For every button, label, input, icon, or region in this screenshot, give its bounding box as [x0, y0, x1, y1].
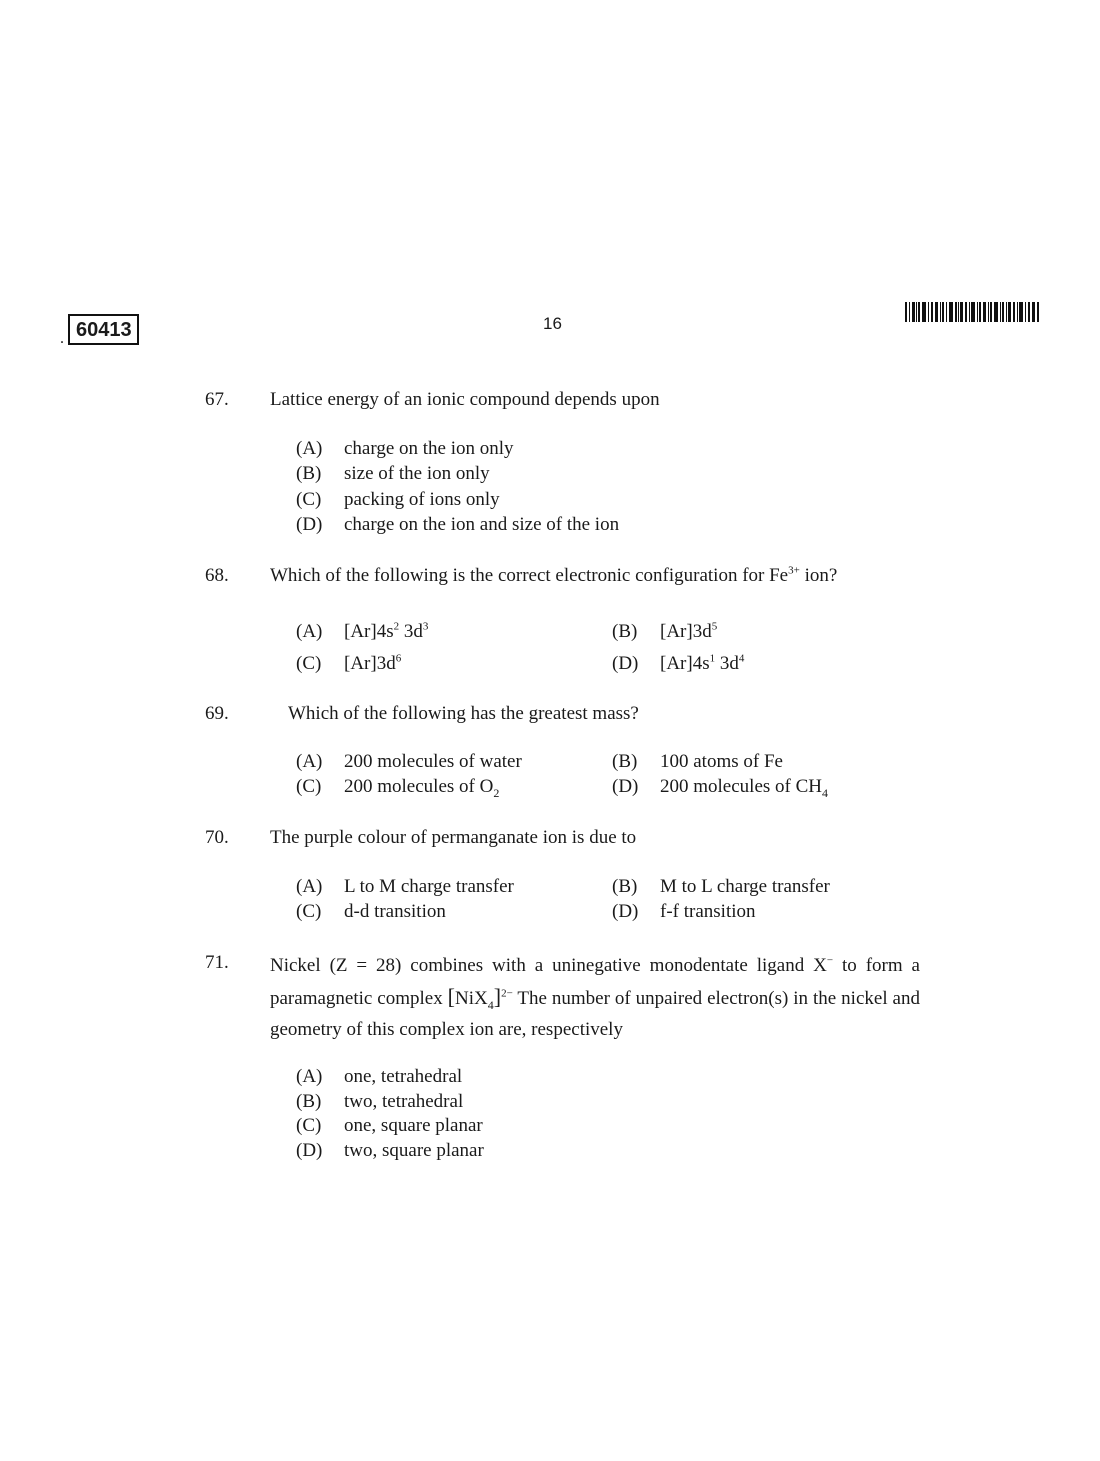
question-71-option-a: (A) one, tetrahedral [296, 1066, 463, 1087]
question-67-number: 67. [205, 389, 229, 410]
question-71-text: Nickel (Z = 28) combines with a uninegative monodentate ligand X− to form a paramagnetic complex $[NiX_4]^{2-}$ The number of unpaired electron(s) in the nickel and geometry of this complex ion are, respectively [270, 954, 920, 1040]
question-67-text: Lattice energy of an ionic compound depends upon [270, 389, 660, 410]
question-71-option-b: (B) two, tetrahedral [296, 1091, 464, 1112]
question-68-option-a: (A) $[Ar]4s^2$ $3d^3$ [296, 620, 429, 642]
question-71-option-c: (C) one, square planar [296, 1115, 483, 1136]
question-70-text: The purple colour of permanganate ion is due to [270, 827, 637, 848]
question-71-number: 71. [205, 952, 229, 973]
question-70-number: 70. [205, 827, 229, 848]
question-71-option-d: (D) two, square planar [296, 1140, 484, 1161]
question-69-text: Which of the following has the greatest mass? [288, 703, 639, 724]
question-70-option-b: (B) M to L charge transfer [612, 876, 830, 897]
question-67-option-d: (D) charge on the ion and size of the ion [296, 514, 620, 535]
question-69-number: 69. [205, 703, 229, 724]
question-68-option-d: (D) $[Ar]4s^1$ $3d^4$ [612, 652, 745, 674]
question-69-option-a: (A) 200 molecules of water [296, 751, 522, 772]
question-70-option-d: (D) f-f transition [612, 901, 756, 922]
question-67-option-b: (B) size of the ion only [296, 463, 490, 484]
question-69-option-d: (D) 200 molecules of $CH_4$ [612, 776, 829, 800]
page-number: 16 [543, 314, 562, 333]
question-69-option-b: (B) 100 atoms of Fe [612, 751, 783, 772]
barcode-icon [905, 302, 1040, 322]
question-68-option-b: (B) $[Ar]3d^5$ [612, 620, 718, 642]
question-70-option-c: (C) d-d transition [296, 901, 446, 922]
question-70-option-a: (A) L to M charge transfer [296, 876, 514, 897]
question-67-option-c: (C) packing of ions only [296, 489, 500, 510]
question-68-option-c: (C) $[Ar]3d^6$ [296, 652, 402, 674]
question-69-option-c: (C) 200 molecules of $O_2$ [296, 776, 500, 800]
question-68-text: Which of the following is the correct electronic configuration for $Fe^{3+}$ ion? [270, 564, 838, 586]
header-dot: . [60, 330, 64, 347]
question-68-number: 68. [205, 565, 229, 586]
paper-code: 60413 [68, 314, 139, 345]
question-67-option-a: (A) charge on the ion only [296, 438, 514, 459]
